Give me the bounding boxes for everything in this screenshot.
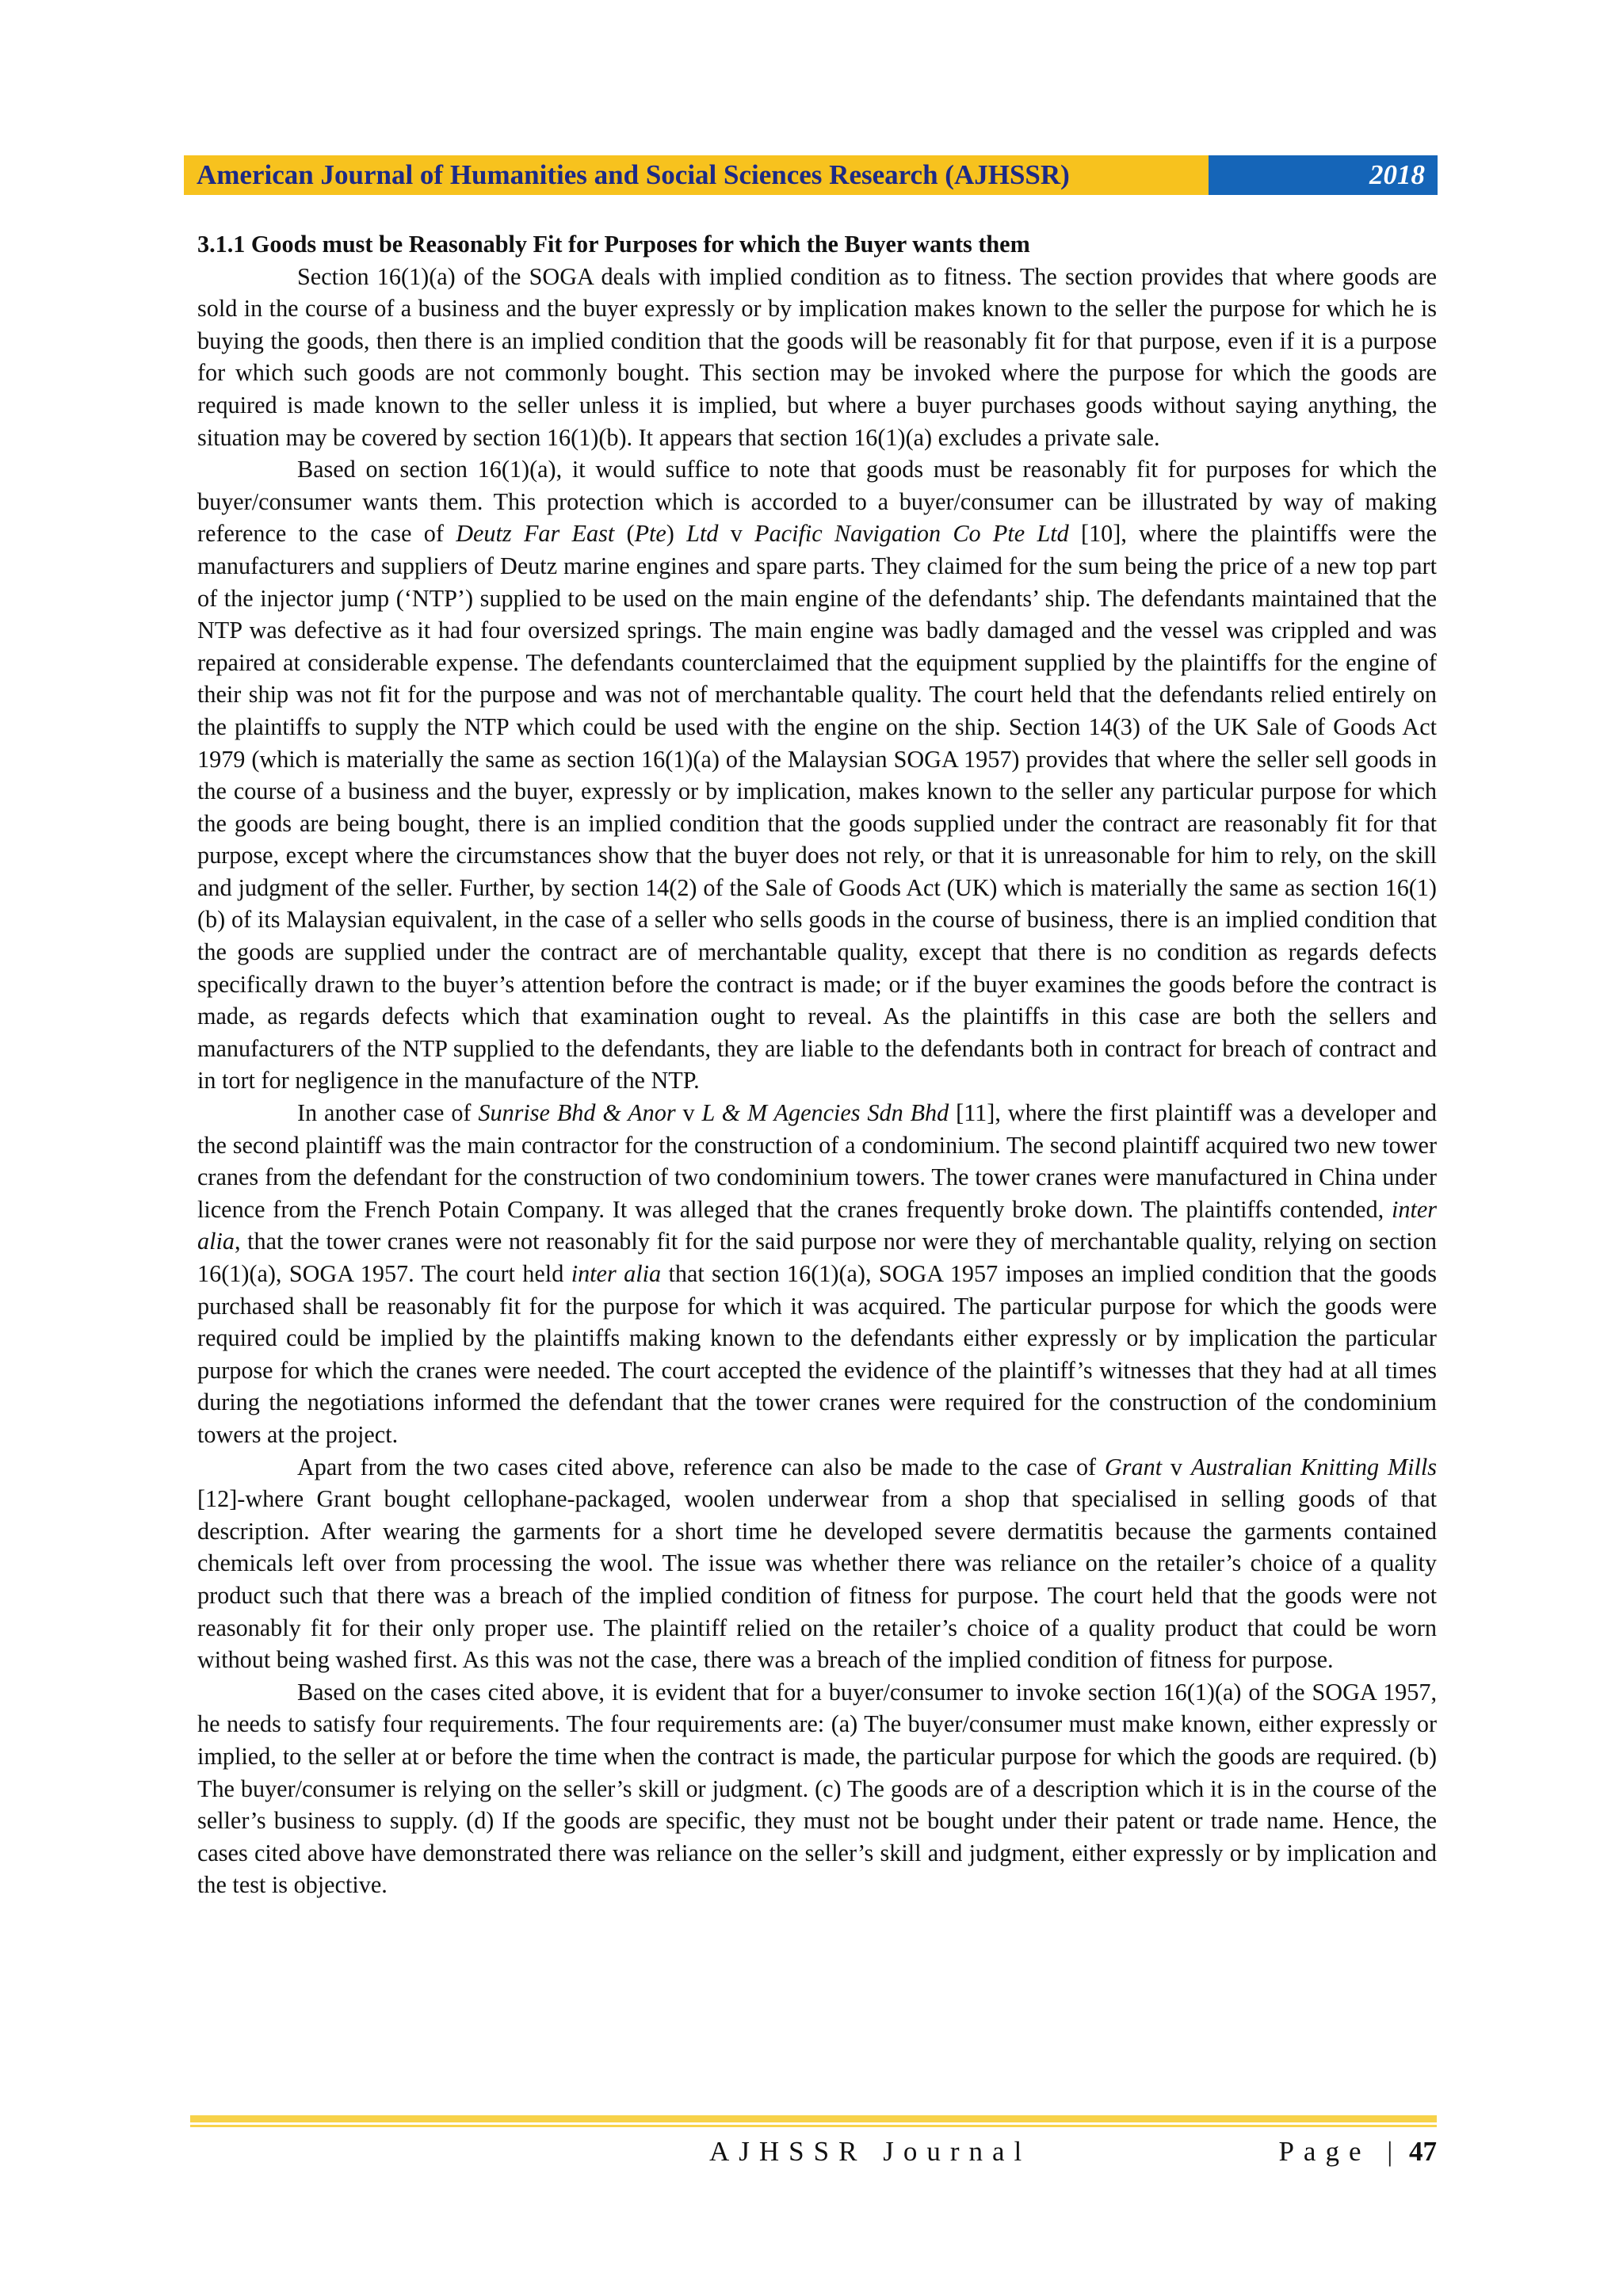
section-heading: 3.1.1 Goods must be Reasonably Fit for Purposes for which the Buyer wants them (197, 231, 1030, 258)
case-name: L & M Agencies Sdn Bhd (701, 1099, 949, 1127)
journal-title: American Journal of Humanities and Social Sciences Research (AJHSSR) (184, 155, 1209, 195)
case-name: Australian Knitting Mills (1190, 1453, 1437, 1480)
latin-phrase: inter alia (197, 1195, 1437, 1255)
case-name: Pacific Navigation Co Pte Ltd (754, 520, 1069, 548)
journal-year: 2018 (1209, 155, 1438, 195)
article-body (197, 228, 1437, 1901)
case-name: Grant (1104, 1453, 1163, 1480)
footer-page-number (1278, 2132, 1437, 2172)
latin-phrase: inter alia (571, 1260, 662, 1287)
page-number: 47 (1409, 2136, 1437, 2167)
paragraph-2: Based on section 16(1)(a), it would suffice to note that goods must be reasonably fit for purposes for which the buyer/consumer wants them. This protection which is accorded to a buyer/consumer can be illustrated by way of making reference to the case of Deutz Far East (Pte) Ltd v Pacific Navigation Co Pte Ltd [10], where the plaintiffs were the manufacturers and suppliers of Deutz marine engines and spare parts. They claimed for the sum being the price of a new top part of the injector jump (‘NTP’) supplied to be used on the main engine of the defendants’ ship. The defendants maintained that the NTP was defective as it had four oversized springs. The main engine was badly damaged and the vessel was crippled and was repaired at considerable expense. The defendants counterclaimed that the equipment supplied by the plaintiffs for the engine of their ship was not fit for the purpose and was not of merchantable quality. The court held that the defendants relied entirely on the plaintiffs to supply the NTP which could be used with the engine on the ship. Section 14(3) of the UK Sale of Goods Act 1979 (which is materially the same as section 16(1)(a) of the Malaysian SOGA 1957) provides that where the seller sell goods in the course of a business and the buyer, expressly or by implication, makes known to the seller any particular purpose for which the goods are being bought, there is an implied condition that the goods supplied under the contract are reasonably fit for that purpose, except where the circumstances show that the buyer does not rely, or that it is unreasonable for him to rely, on the skill and judgment of the seller. Further, by section 14(2) of the Sale of Goods Act (UK) which is materially the same as section 16(1)(b) of its Malaysian equivalent, in the case of a seller who sells goods in the course of business, there is an implied condition that the goods are supplied under the contract are of merchantable quality, except that there is no condition as regards defects specifically drawn to the buyer’s attention before the contract is made; or if the buyer examines the goods before the contract is made, as regards defects which that examination ought to reveal. As the plaintiffs in this case are both the sellers and manufacturers of the NTP supplied to the defendants, they are liable to the defendants both in contract for breach of contract and in tort for negligence in the manufacture of the NTP. (197, 456, 1437, 1095)
footer-rule-thin (190, 2125, 1437, 2127)
journal-header-banner (184, 155, 1438, 195)
case-name: Pte (634, 520, 666, 548)
paragraph-4: Apart from the two cases cited above, reference can also be made to the case of Grant v Australian Knitting Mills [12]-where Grant bought cellophane-packaged, woolen underwear from a shop that specialised in selling goods of that description. After wearing the garments for a short time he developed severe dermatitis because the garments contained chemicals left over from processing the wool. The issue was whether there was reliance on the retailer’s choice of a quality product such that there was a breach of the implied condition of fitness for purpose. The court held that the goods were not reasonably fit for their only proper use. The plaintiff relied on the retailer’s choice of a quality product that could be worn without being washed first. As this was not the case, there was a breach of the implied condition of fitness for purpose. (197, 1453, 1437, 1674)
case-name: Deutz Far East (456, 520, 615, 548)
paragraph-1: Section 16(1)(a) of the SOGA deals with implied condition as to fitness. The section provides that where goods are sold in the course of a business and the buyer expressly or by implication makes known to the seller the purpose for which he is buying the goods, then there is an implied condition that the goods will be reasonably fit for that purpose, even if it is a purpose for which such goods are not commonly bought. This section may be invoked where the purpose for which the goods are required is made known to the seller unless it is implied, but where a buyer purchases goods without saying anything, the situation may be covered by section 16(1)(b). It appears that section 16(1)(a) excludes a private sale. (197, 262, 1437, 451)
footer-journal-name: AJHSSR Journal (709, 2136, 1032, 2167)
paragraph-5: Based on the cases cited above, it is evident that for a buyer/consumer to invoke section 16(1)(a) of the SOGA 1957, he needs to satisfy four requirements. The four requirements are: (a) The buyer/consumer must make known, either expressly or implied, to the seller at or before the time when the contract is made, the particular purpose for which the goods are required. (b) The buyer/consumer is relying on the seller’s skill or judgment. (c) The goods are of a description which it is in the course of the seller’s business to supply. (d) If the goods are specific, they must not be bought under their patent or trade name. Hence, the cases cited above have demonstrated there was reliance on the seller’s skill and judgment, either expressly or by implication and the test is objective. (197, 1678, 1437, 1899)
page-label: Page | (1278, 2136, 1403, 2167)
case-name: Ltd (686, 520, 719, 548)
case-name: Sunrise Bhd & Anor (478, 1099, 676, 1127)
paragraph-3: In another case of Sunrise Bhd & Anor v L & M Agencies Sdn Bhd [11], where the first plaintiff was a developer and the second plaintiff was the main contractor for the construction of a condominium. The second plaintiff acquired two new tower cranes from the defendant for the construction of two condominium towers. The tower cranes were manufactured in China under licence from the French Potain Company. It was alleged that the cranes frequently broke down. The plaintiffs contended, inter alia, that the tower cranes were not reasonably fit for the said purpose nor were they of merchantable quality, relying on section 16(1)(a), SOGA 1957. The court held inter alia that section 16(1)(a), SOGA 1957 imposes an implied condition that the goods purchased shall be reasonably fit for the purpose for which it was acquired. The particular purpose for which the goods were required could be implied by the plaintiffs making known to the defendants either expressly or by implication the particular purpose for which the cranes were needed. The court accepted the evidence of the plaintiff’s witnesses that they had at all times during the negotiations informed the defendant that the tower cranes were required for the construction of the condominium towers at the project. (197, 1099, 1438, 1448)
footer-rule (190, 2115, 1437, 2122)
